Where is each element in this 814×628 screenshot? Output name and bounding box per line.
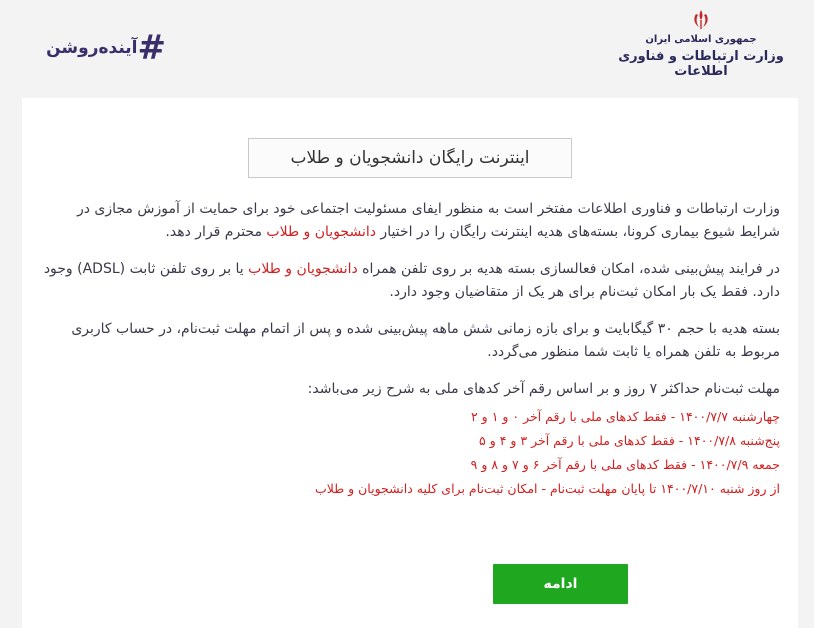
intro-text: وزارت ارتباطات و فناوری اطلاعات مفتخر است به منظور ایفای مسئولیت اجتماعی خود برای حمایت از آموزش مجازی در شرایط شیوع بیماری کرونا، بسته‌های هدیه اینترنت رایگان را در اختیار (76, 201, 780, 240)
ministry-name: وزارت ارتباطات و فناوری اطلاعات (618, 49, 784, 79)
activation-highlight: دانشجویان و طلاب (248, 261, 358, 277)
campaign-hashtag-logo (44, 26, 166, 70)
schedule-item: از روز شنبه ۱۴۰۰/۷/۱۰ تا پایان مهلت ثبت‌نام - امکان ثبت‌نام برای کلیه دانشجویان و طلاب (314, 481, 780, 496)
top-header (0, 0, 814, 96)
schedule-item: پنج‌شنبه ۱۴۰۰/۷/۸ - فقط کدهای ملی با رقم آخر ۳ و ۴ و ۵ (479, 433, 780, 448)
activation-text-end: یا بر روی تلفن ثابت (ADSL) وجود دارد. فقط یک بار امکان ثبت‌نام برای هر یک از متقاضیان وجود دارد. (43, 261, 780, 300)
activation-paragraph (40, 258, 780, 304)
hashtag-symbol: # (137, 28, 166, 68)
schedule-list (40, 405, 780, 501)
ministry-logo (616, 8, 786, 88)
content-card (22, 98, 798, 628)
schedule-item: جمعه ۱۴۰۰/۷/۹ - فقط کدهای ملی با رقم آخر ۶ و ۷ و ۸ و ۹ (470, 457, 780, 472)
schedule-item: چهارشنبه ۱۴۰۰/۷/۷ - فقط کدهای ملی با رقم آخر ۰ و ۱ و ۲ (470, 409, 780, 424)
intro-paragraph (40, 198, 780, 244)
description (40, 198, 780, 501)
ministry-country-name: جمهوری اسلامی ایران (645, 34, 757, 45)
continue-button[interactable]: ادامه (493, 564, 628, 604)
page-title: اینترنت رایگان دانشجویان و طلاب (248, 138, 572, 178)
intro-highlight: دانشجویان و طلاب (266, 224, 376, 240)
intro-text-end: محترم قرار دهد. (165, 224, 267, 240)
deadline-paragraph: مهلت ثبت‌نام حداکثر ۷ روز و بر اساس رقم آخر کدهای ملی به شرح زیر می‌باشد: (307, 381, 780, 397)
hashtag-text: آینده‌روشن (46, 38, 138, 58)
iran-emblem-icon (690, 8, 712, 32)
package-paragraph: بسته هدیه با حجم ۳۰ گیگابایت و برای بازه زمانی شش ماهه پیش‌بینی شده و پس از اتمام مهلت ثبت‌نام، در حساب کاربری مربوط به تلفن همراه یا ثابت شما منظور می‌گردد. (71, 321, 780, 360)
activation-text: در فرایند پیش‌بینی شده، امکان فعالسازی بسته هدیه بر روی تلفن همراه (357, 261, 780, 277)
